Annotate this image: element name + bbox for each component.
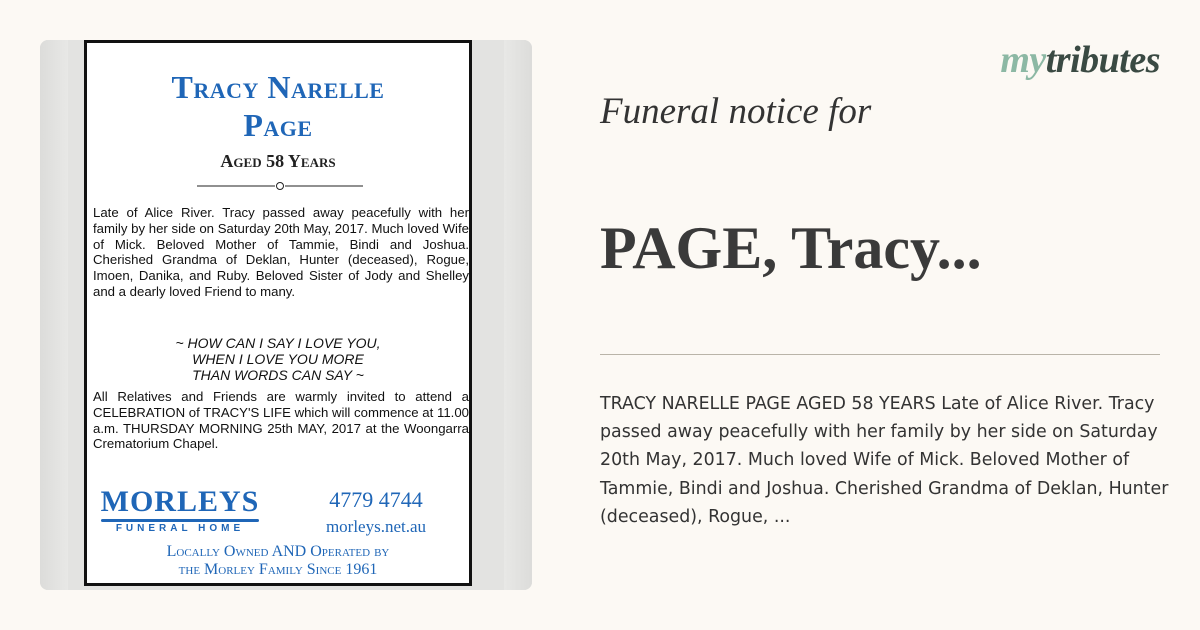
notice-website: morleys.net.au [325,517,427,536]
notice-name-line1: Tracy Narelle [171,69,385,105]
logo-subtitle: FUNERAL HOME [115,523,245,534]
mytributes-logo[interactable] [1000,38,1160,82]
logo-tributes: tributes [1045,39,1160,81]
notice-age: Aged 58 Years [220,151,336,171]
notice-excerpt: TRACY NARELLE PAGE AGED 58 YEARS Late of Alice River. Tracy passed away peacefully with her family by her side on Saturday 20th May, 2017. Much loved Wife of Mick. Beloved Mother of Tammie, Bindi and Joshua. Cherished Grandma of Deklan, Hunter (deceased), Rogue, ... [600,394,1169,527]
notice-verse [87,335,469,383]
notice-footer-line1: Locally Owned AND Operated by [166,543,390,560]
deceased-name: PAGE, Tracy... [600,215,982,281]
notice-name-line2: Page [243,107,313,143]
funeral-notice-image [84,40,472,586]
notice-footer-line2: the Morley Family Since 1961 [178,561,378,578]
ornament-divider [197,181,363,191]
logo-underline [101,519,259,522]
verse-line-1: ~ HOW CAN I SAY I LOVE YOU, [175,335,381,351]
divider [600,354,1160,355]
verse-line-2: WHEN I LOVE YOU MORE [192,351,364,367]
notice-phone: 4779 4744 [329,487,423,512]
notice-paragraph-2: All Relatives and Friends are warmly invited to attend a CELEBRATION of TRACY'S LIFE which will commence at 11.00 a.m. THURSDAY MORNING 25th MAY, 2017 at the Woongarra Crematorium Chapel. [93,389,469,452]
logo-my: my [1000,39,1046,81]
page-heading: Funeral notice for [600,91,872,132]
verse-line-3: THAN WORDS CAN SAY ~ [192,367,364,383]
notice-paragraph-1: Late of Alice River. Tracy passed away peacefully with her family by her side on Saturday 20th May, 2017. Much loved Wife of Mick. Beloved Mother of Tammie, Bindi and Joshua. Cherished Grandma of Deklan, Hunter (deceased), Rogue, Imoen, Danika, and Ruby. Beloved Sister of Jody and Shelley and a dearly loved Friend to many. [93,205,469,299]
morleys-logo: MORLEYS [100,485,260,518]
